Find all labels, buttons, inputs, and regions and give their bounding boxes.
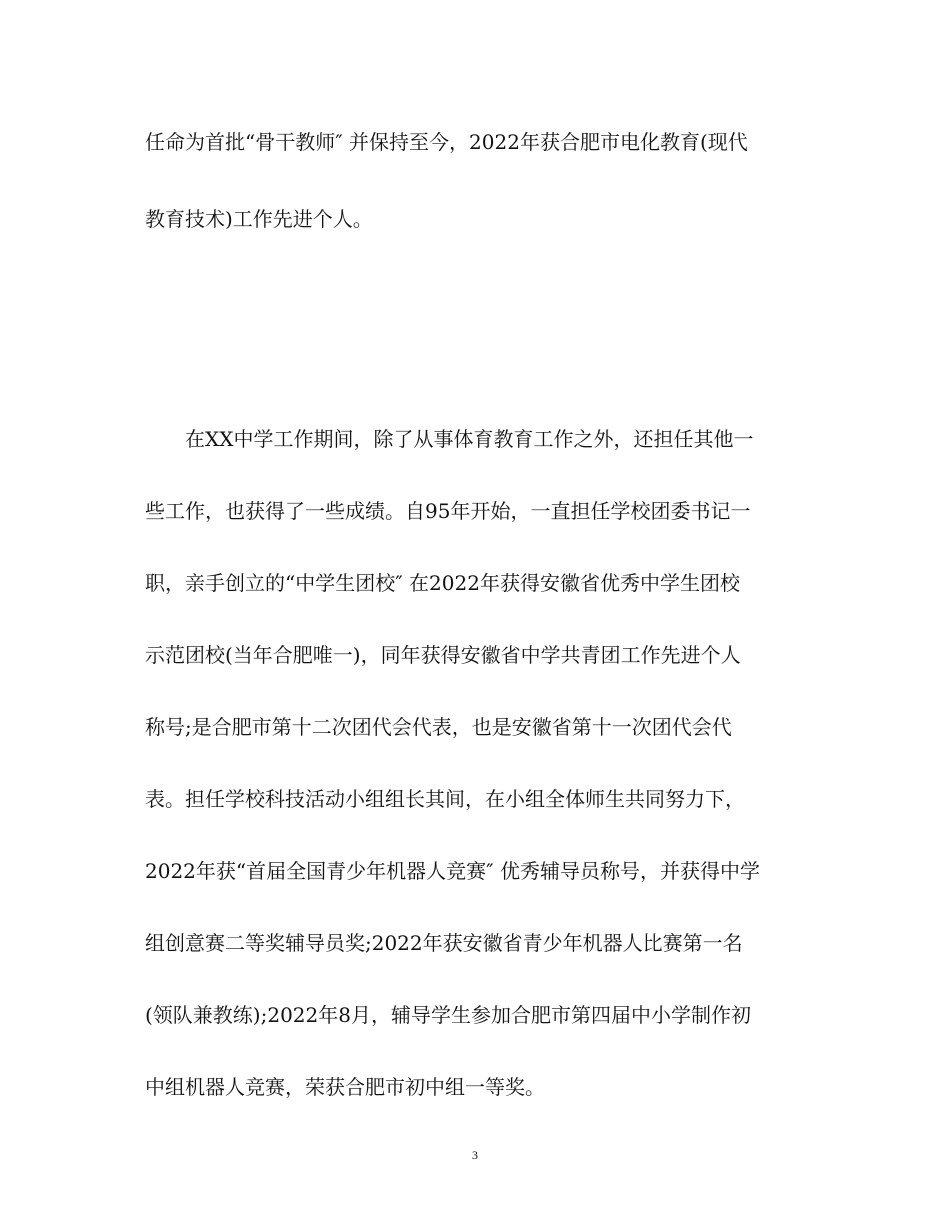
paragraph-1-line-2: 教育技术)工作先进个人。 [145, 207, 373, 231]
paragraph-2-line-6: 表。担任学校科技活动小组组长其间，在小组全体师生共同努力下， [145, 787, 745, 811]
paragraph-2-line-8: 组创意赛二等奖辅导员奖;2022年获安徽省青少年机器人比赛第一名 [145, 931, 743, 955]
paragraph-2-line-9: (领队兼教练);2022年8月，辅导学生参加合肥市第四届中小学制作初 [145, 1003, 751, 1027]
paragraph-2-line-10: 中组机器人竞赛，荣获合肥市初中组一等奖。 [145, 1075, 545, 1099]
paragraph-1-line-1: 任命为首批“骨干教师″ 并保持至今，2022年获合肥市电化教育(现代 [145, 130, 748, 154]
paragraph-2-line-5: 称号;是合肥市第十二次团代会代表，也是安徽省第十一次团代会代 [145, 715, 732, 739]
paragraph-2-line-4: 示范团校(当年合肥唯一)，同年获得安徽省中学共青团工作先进个人 [145, 643, 741, 667]
page-number: 3 [472, 1148, 478, 1162]
paragraph-2-line-2: 些工作，也获得了一些成绩。自95年开始，一直担任学校团委书记一 [145, 499, 751, 523]
paragraph-2-line-1: 在XX中学工作期间，除了从事体育教育工作之外，还担任其他一 [185, 427, 754, 451]
paragraph-2-line-7: 2022年获“首届全国青少年机器人竞赛″ 优秀辅导员称号，并获得中学 [145, 859, 760, 883]
paragraph-2-line-3: 职，亲手创立的“中学生团校″ 在2022年获得安徽省优秀中学生团校 [145, 571, 740, 595]
